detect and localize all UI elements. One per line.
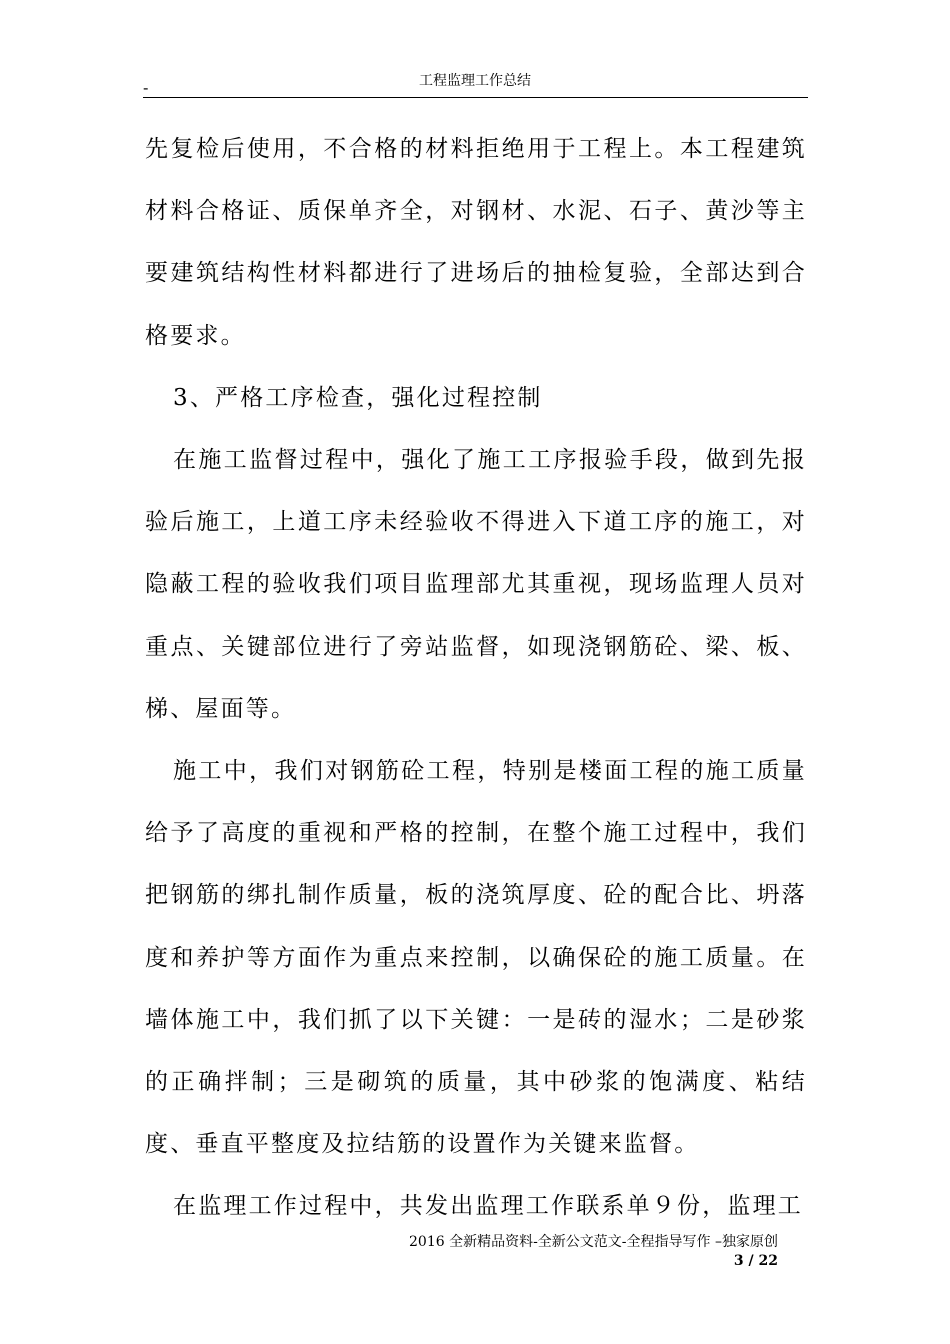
header-dash: -	[143, 78, 149, 97]
paragraph-3: 施工中，我们对钢筋砼工程，特别是楼面工程的施工质量给予了高度的重视和严格的控制，在整个施工过程中，我们把钢筋的绑扎制作质量，板的浇筑厚度、砼的配合比、坍落度和养护等方面作为重点来控制，以确保砼的施工质量。在墙体施工中，我们抓了以下关键：一是砖的湿水；二是砂浆的正确拌制；三是砌筑的质量，其中砂浆的饱满度、粘结度、垂直平整度及拉结筋的设置作为关键来监督。	[145, 758, 807, 1158]
paragraph-4: 在监理工作过程中，共发出监理工作联系单９份，监理工	[173, 1193, 803, 1220]
document-title: 工程监理工作总结	[419, 73, 531, 89]
paragraph-1: 先复检后使用，不合格的材料拒绝用于工程上。本工程建筑材料合格证、质保单齐全，对钢材、水泥、石子、黄沙等主要建筑结构性材料都进行了进场后的抽检复验，全部达到合格要求。	[145, 136, 807, 349]
footer-note: 2016 全新精品资料-全新公文范文-全程指导写作 –独家原创	[409, 1234, 778, 1250]
section-heading: 3、严格工序检查，强化过程控制	[173, 384, 543, 411]
paragraph-2: 在施工监督过程中，强化了施工工序报验手段，做到先报验后施工，上道工序未经验收不得进入下道工序的施工，对隐蔽工程的验收我们项目监理部尤其重视，现场监理人员对重点、关键部位进行了旁站监督，如现浇钢筋砼、梁、板、梯、屋面等。	[145, 447, 807, 722]
document-body	[145, 118, 807, 1238]
header-divider	[143, 97, 808, 98]
page-number: 3 / 22	[733, 1253, 778, 1269]
